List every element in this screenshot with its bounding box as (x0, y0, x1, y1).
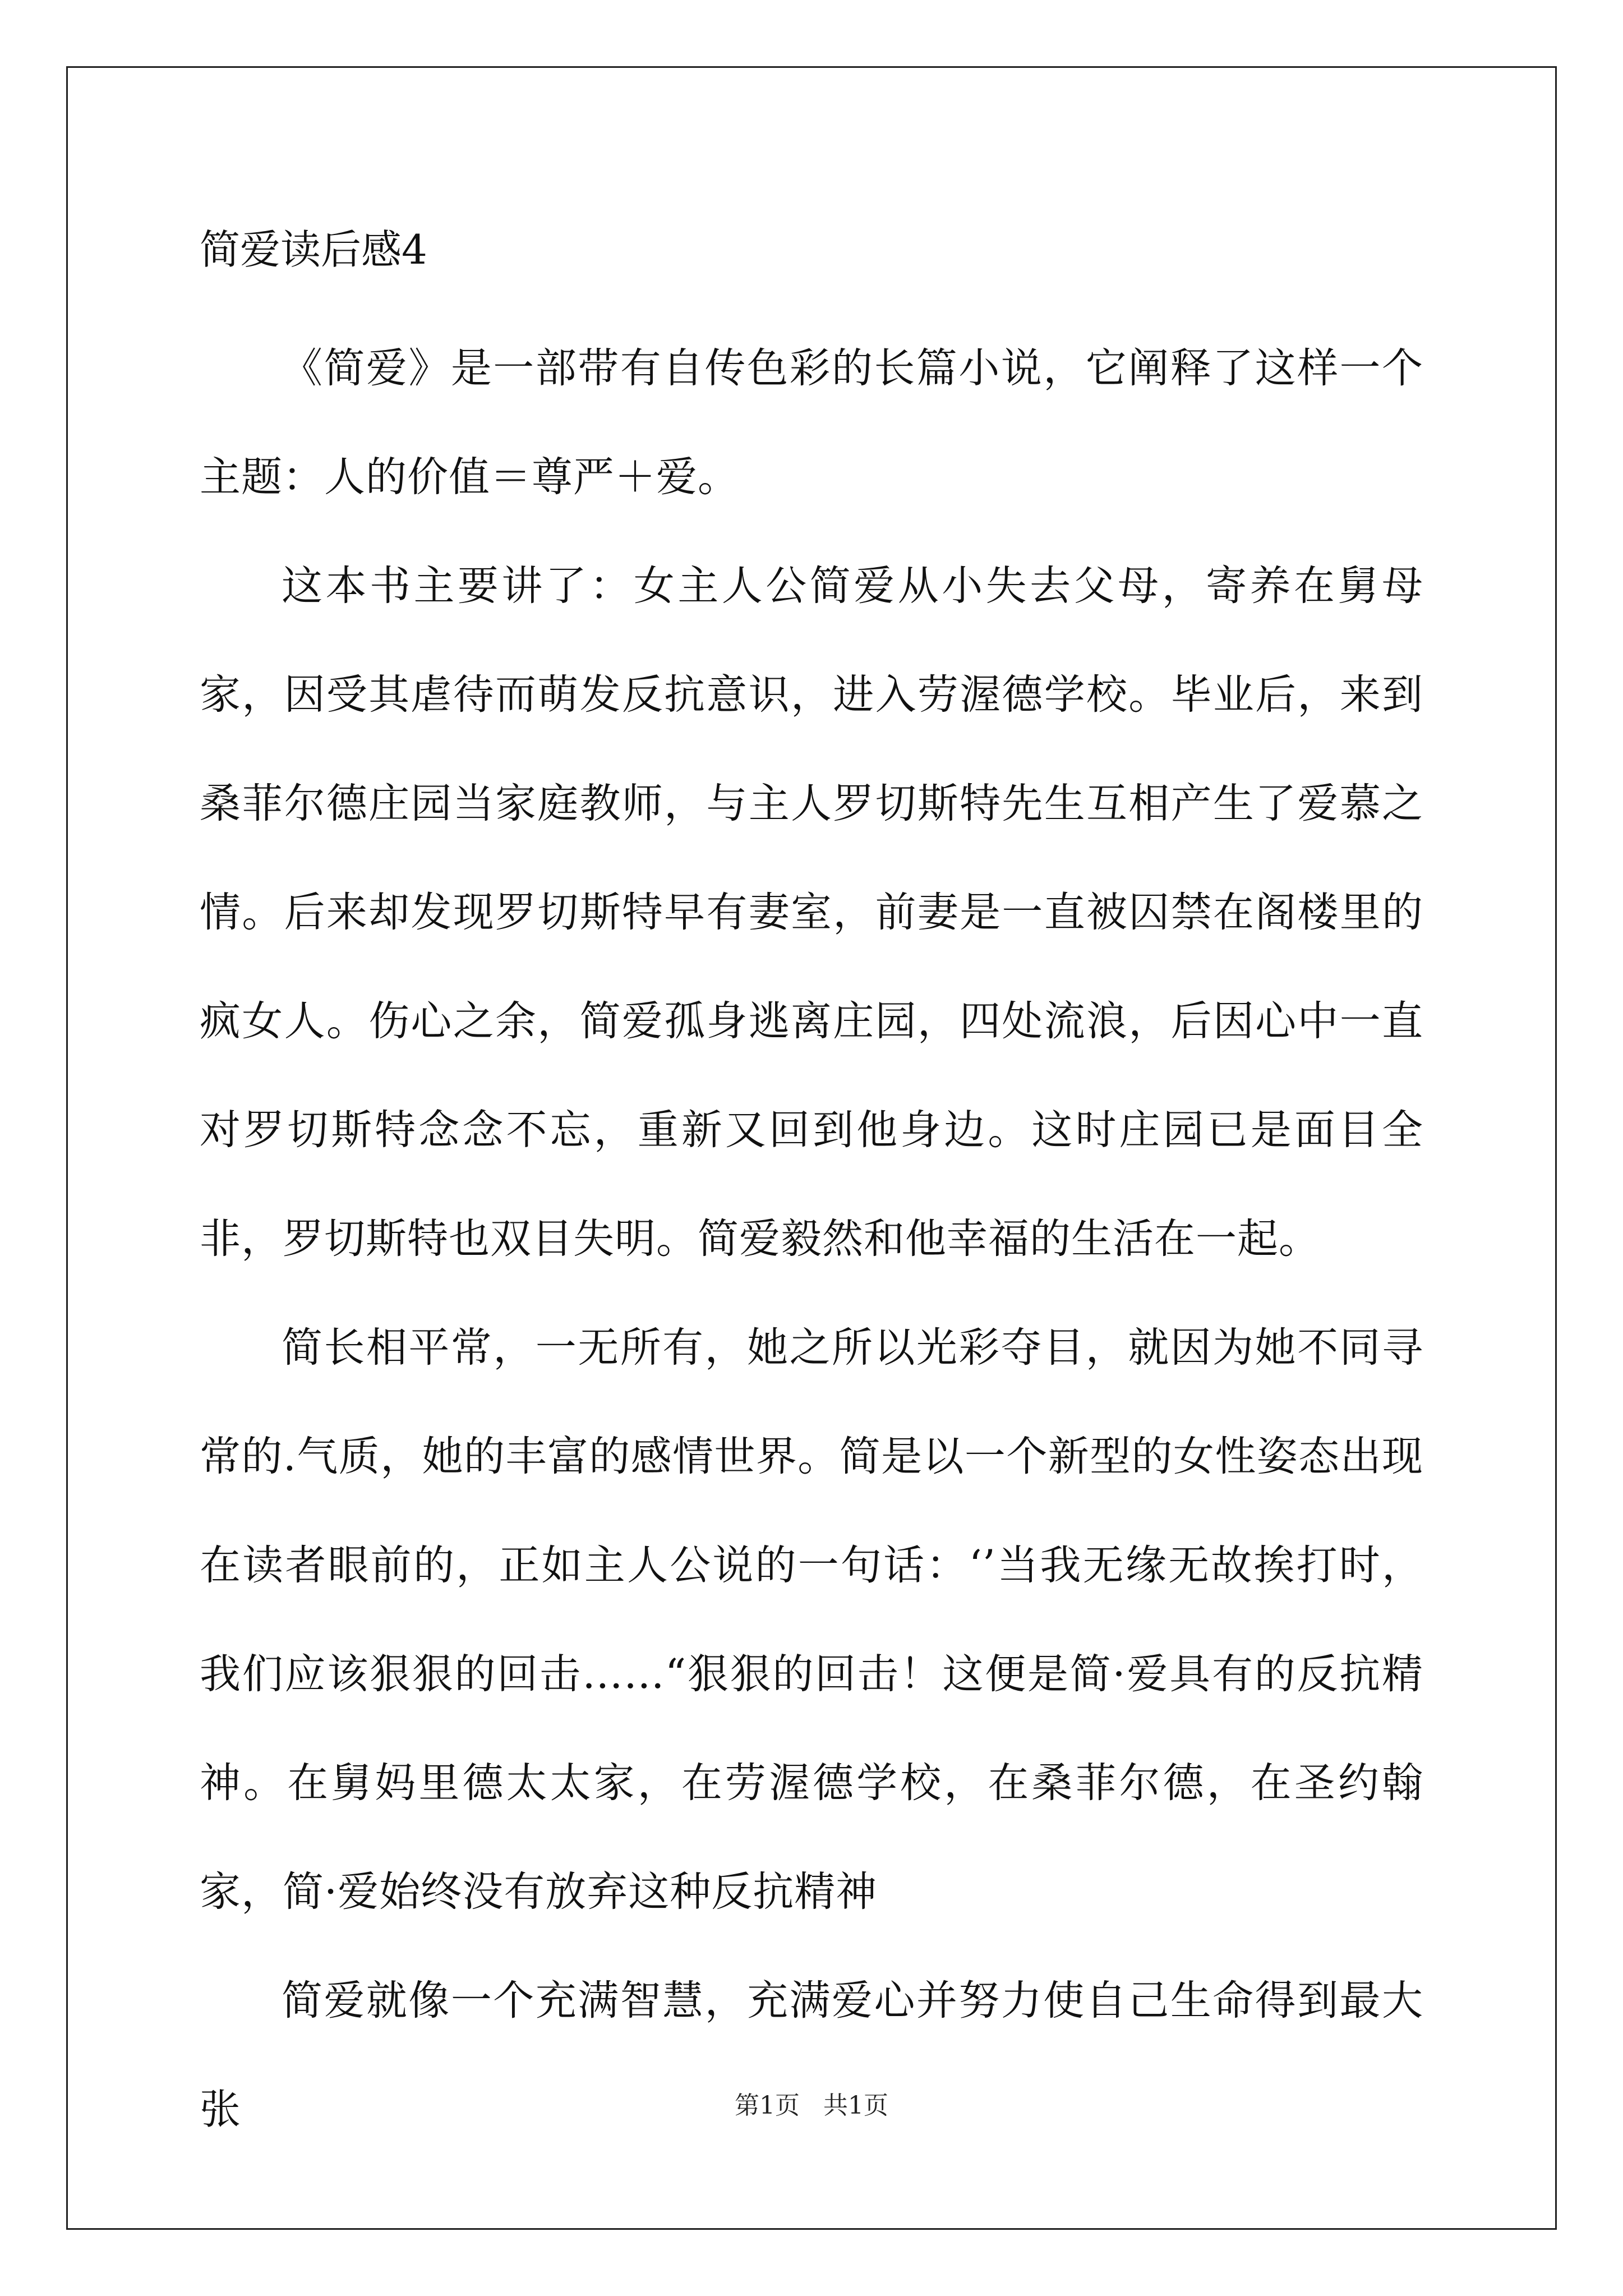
document-title: 简爱读后感4 (200, 226, 427, 273)
page-number: 第1页 (735, 2091, 800, 2120)
document-body (200, 208, 1423, 2164)
paragraph-2: 这本书主要讲了：女主人公简爱从小失去父母，寄养在舅母家，因受其虐待而萌发反抗意识，进入劳渥德学校。毕业后，来到桑菲尔德庄园当家庭教师，与主人罗切斯特先生互相产生了爱慕之情。后来却发现罗切斯特早有妻室，前妻是一直被囚禁在阁楼里的疯女人。伤心之余，简爱孤身逃离庄园，四处流浪，后因心中一直对罗切斯特念念不忘，重新又回到他身边。这时庄园已是面目全非，罗切斯特也双目失明。简爱毅然和他幸福的生活在一起。 (200, 562, 1423, 1263)
page-footer (0, 2089, 1623, 2123)
page-total: 共1页 (823, 2091, 888, 2120)
paragraph-1: 《简爱》是一部带有自传色彩的长篇小说，它阐释了这样一个主题：人的价值＝尊严＋爱。 (200, 344, 1423, 501)
paragraph-4: 简爱就像一个充满智慧，充满爱心并努力使自己生命得到最大张 (200, 1977, 1423, 2133)
paragraph-3: 简长相平常，一无所有，她之所以光彩夺目，就因为她不同寻常的.气质，她的丰富的感情世界。简是以一个新型的女性姿态出现在读者眼前的，正如主人公说的一句话：‘’当我无缘无故挨打时，我们应该狠狠的回击……“狠狠的回击！这便是简·爱具有的反抗精神。在舅妈里德太太家，在劳渥德学校，在桑菲尔德，在圣约翰家，简·爱始终没有放弃这种反抗精神 (200, 1324, 1423, 1916)
